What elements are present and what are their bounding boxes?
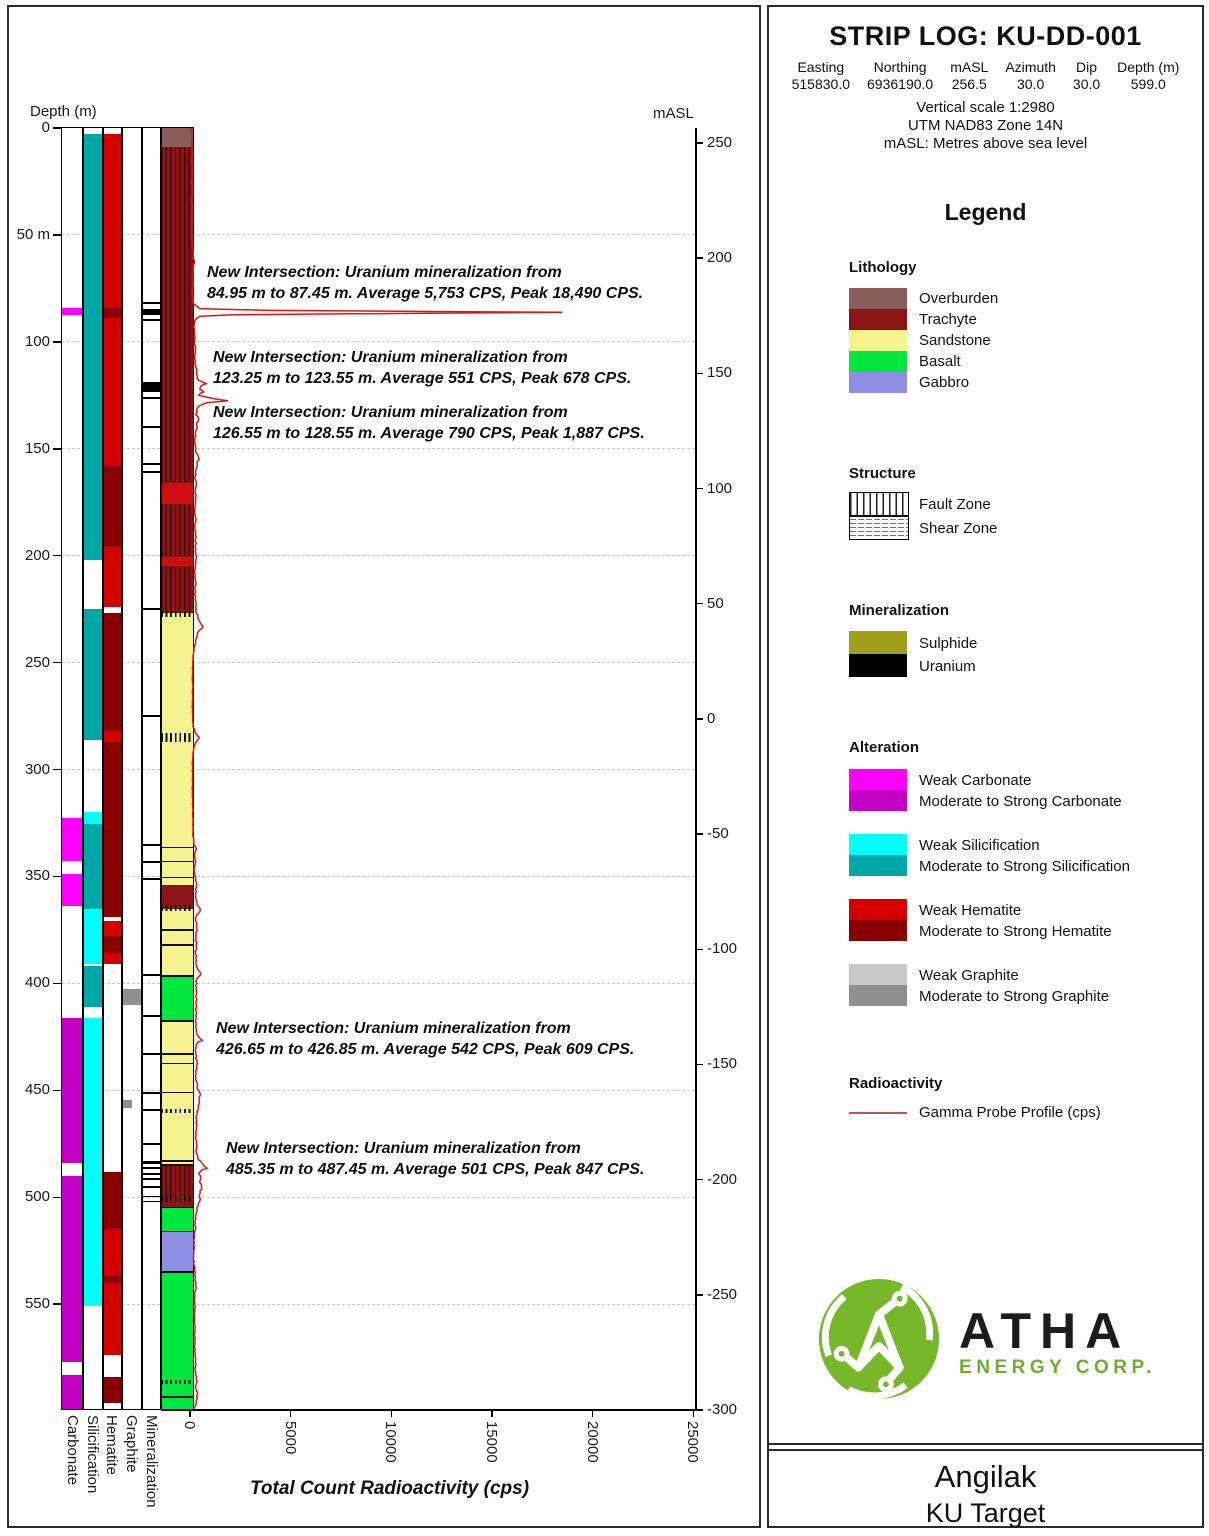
annotation-line1: New Intersection: Uranium mineralization from (213, 404, 568, 421)
page-title: STRIP LOG: KU-DD-001 (829, 21, 1142, 51)
collar-field-label: Azimuth (1005, 59, 1056, 75)
annotation-line2: 126.55 m to 128.55 m. Average 790 CPS, Peak 1,887 CPS. (213, 425, 645, 442)
legend-label-strong: Moderate to Strong Graphite (919, 988, 1110, 1005)
title-block-divider-2 (769, 1449, 1202, 1451)
cps-tick-label: 10000 (382, 1421, 400, 1463)
column-label-silicification: Silicification (83, 1415, 101, 1494)
project-name: Angilak (934, 1459, 1037, 1494)
depth-tick-label: 450 (24, 1081, 50, 1099)
atha-logo-text (959, 1302, 1156, 1379)
collar-field-value: 256.5 (951, 76, 987, 92)
legend-swatch-weak (849, 899, 907, 920)
legend-label-shear-zone: Shear Zone (919, 520, 998, 537)
legend-swatch-weak (849, 964, 907, 985)
masl-tick-label: 150 (707, 364, 733, 382)
scale-notes (769, 99, 1202, 153)
masl-tick-label: -150 (707, 1055, 738, 1073)
legend-swatch-strong (849, 855, 907, 876)
legend-label-gabbro: Gabbro (919, 374, 970, 391)
annotation-line1: New Intersection: Uranium mineralization from (213, 349, 568, 366)
legend-label-sulphide: Sulphide (919, 635, 978, 652)
annotation-line1: New Intersection: Uranium mineralization from (207, 264, 562, 281)
cps-axis-title: Total Count Radioactivity (cps) (250, 1478, 530, 1499)
legend-swatch-sulphide (849, 631, 907, 654)
annotation-line2: 485.35 m to 487.45 m. Average 501 CPS, Peak 847 CPS. (226, 1161, 645, 1178)
logo-subtitle: ENERGY CORP. (959, 1356, 1156, 1378)
legend-label-strong: Moderate to Strong Carbonate (919, 793, 1122, 810)
collar-field-value: 599.0 (1130, 76, 1166, 92)
column-label-hematite: Hematite (103, 1415, 121, 1476)
annotation-line2: 426.65 m to 426.85 m. Average 542 CPS, Peak 609 CPS. (216, 1041, 635, 1058)
depth-axis-title: Depth (m) (30, 103, 97, 120)
collar-field-value: 30.0 (1072, 76, 1101, 92)
collar-field-label: Depth (m) (1117, 59, 1180, 75)
masl-tick-label: -100 (707, 940, 738, 958)
masl-tick-label: -300 (707, 1400, 738, 1418)
legend-label-strong: Moderate to Strong Hematite (919, 923, 1112, 940)
note-line: Vertical scale 1:2980 (916, 99, 1055, 116)
annotation-line1: New Intersection: Uranium mineralization from (216, 1020, 571, 1037)
cps-tick-label: 5000 (281, 1421, 299, 1455)
legend-label-strong: Moderate to Strong Silicification (919, 858, 1130, 875)
depth-tick-label: 350 (24, 867, 50, 885)
legend-label-sandstone: Sandstone (919, 332, 991, 349)
column-label-graphite: Graphite (123, 1415, 140, 1473)
depth-tick-label: 0 (41, 119, 50, 136)
depth-tick-label: 150 (24, 439, 50, 457)
legend-label-gamma-line: Gamma Probe Profile (cps) (919, 1104, 1101, 1121)
collar-field (1073, 59, 1100, 93)
legend-swatch-gamma-line (849, 1112, 907, 1114)
legend-swatch-basalt (849, 351, 907, 372)
collar-field-label: mASL (950, 59, 989, 75)
depth-tick-label: 500 (24, 1188, 50, 1206)
collar-field (1005, 59, 1056, 93)
cps-tick-label: 0 (181, 1421, 198, 1430)
collar-field-label: Dip (1076, 59, 1098, 75)
masl-tick-label: -250 (707, 1285, 738, 1303)
masl-tick-label: 100 (707, 479, 733, 497)
legend-label-overburden: Overburden (919, 290, 999, 307)
legend-swatch-weak (849, 834, 907, 855)
legend-heading-mineralization: Mineralization (849, 602, 950, 619)
legend-swatch-sandstone (849, 330, 907, 351)
legend-swatch-uranium (849, 654, 907, 677)
logo-wordmark: ATHA (959, 1302, 1131, 1359)
legend-swatch-strong (849, 790, 907, 811)
masl-tick-label: 50 (707, 594, 724, 612)
collar-field-value: 30.0 (1016, 76, 1045, 92)
legend-label-weak: Weak Hematite (919, 902, 1022, 919)
cps-tick-label: 20000 (583, 1421, 601, 1463)
legend-label-weak: Weak Carbonate (919, 772, 1032, 789)
legend-swatch-shear-zone (849, 516, 909, 540)
legend-swatch-trachyte (849, 309, 907, 330)
legend-swatch-strong (849, 985, 907, 1006)
legend-swatch-strong (849, 920, 907, 941)
collar-field (867, 59, 933, 93)
atha-logo-icon (815, 1275, 943, 1408)
note-line: mASL: Metres above sea level (883, 135, 1088, 152)
legend-title: Legend (944, 199, 1027, 225)
legend-heading-structure: Structure (849, 465, 916, 482)
masl-tick-label: -200 (707, 1170, 738, 1188)
legend-label-weak: Weak Graphite (919, 967, 1019, 984)
depth-tick-label: 300 (24, 760, 50, 778)
depth-tick-label: 50 m (16, 225, 50, 243)
legend-label-fault-zone: Fault Zone (919, 496, 991, 513)
masl-tick-label: -50 (707, 825, 729, 843)
collar-field (950, 59, 988, 93)
masl-axis-title: mASL (653, 105, 694, 122)
depth-tick-label: 550 (24, 1295, 50, 1313)
column-label-carbonate: Carbonate (63, 1415, 81, 1486)
strip-log-panel (7, 5, 761, 1528)
collar-field (1117, 59, 1179, 93)
legend-label-basalt: Basalt (919, 353, 961, 370)
collar-field-value: 515830.0 (791, 76, 851, 92)
annotation-line2: 84.95 m to 87.45 m. Average 5,753 CPS, Peak 18,490 CPS. (207, 285, 644, 302)
info-panel (767, 5, 1204, 1528)
legend-swatch-weak (849, 769, 907, 790)
collar-field-label: Northing (873, 59, 927, 75)
collar-field-label: Easting (797, 59, 845, 75)
depth-tick-label: 100 (24, 332, 50, 350)
legend-heading-lithology: Lithology (849, 259, 917, 276)
annotation-line1: New Intersection: Uranium mineralization from (226, 1140, 581, 1157)
legend-label-trachyte: Trachyte (919, 311, 977, 328)
depth-tick-label: 400 (24, 974, 50, 992)
cps-tick-label: 25000 (684, 1421, 702, 1463)
masl-tick-label: 200 (707, 249, 733, 267)
title-block-divider (769, 1443, 1202, 1445)
legend-heading-radioactivity: Radioactivity (849, 1075, 943, 1092)
legend-swatch-overburden (849, 288, 907, 309)
collar-field (792, 59, 850, 93)
note-line: UTM NAD83 Zone 14N (907, 117, 1064, 134)
legend-heading-alteration: Alteration (849, 739, 920, 756)
collar-field-value: 6936190.0 (867, 76, 934, 92)
column-label-mineralization: Mineralization (142, 1415, 160, 1508)
legend-label-uranium: Uranium (919, 658, 976, 675)
depth-tick-label: 250 (24, 653, 50, 671)
annotation-line2: 123.25 m to 123.55 m. Average 551 CPS, Peak 678 CPS. (213, 370, 632, 387)
legend-swatch-fault-zone (849, 492, 909, 516)
masl-tick-label: 250 (707, 134, 733, 151)
collar-fields (769, 59, 1202, 93)
legend-label-weak: Weak Silicification (919, 837, 1040, 854)
depth-tick-label: 200 (24, 546, 50, 564)
target-name: KU Target (925, 1498, 1046, 1528)
atha-logo (769, 1275, 1202, 1408)
legend-swatch-gabbro (849, 372, 907, 393)
cps-tick-label: 15000 (482, 1421, 500, 1463)
masl-tick-label: 0 (707, 709, 716, 727)
